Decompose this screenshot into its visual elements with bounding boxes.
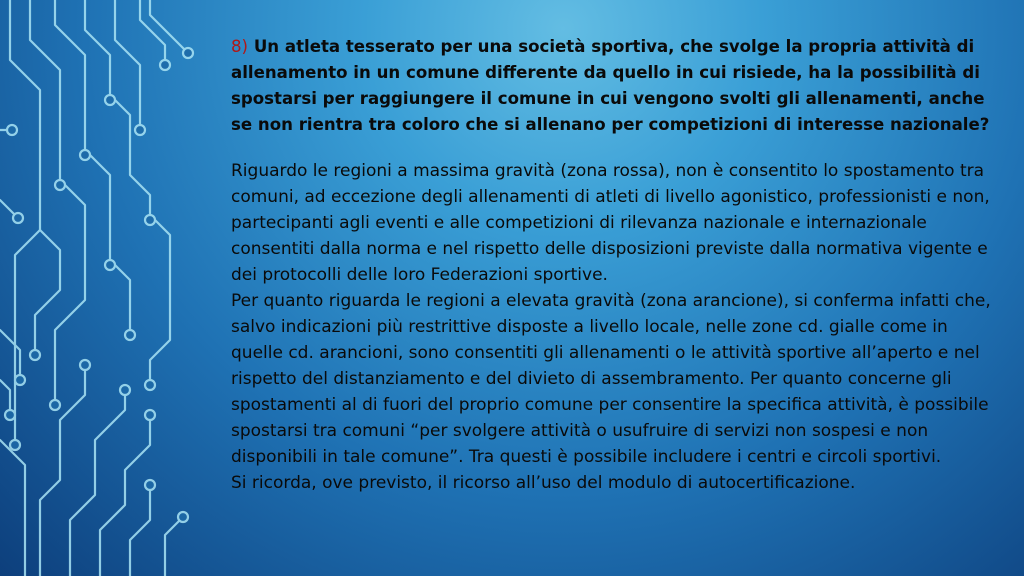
question-number: 8) (231, 37, 249, 56)
question (231, 34, 991, 138)
answer (231, 158, 991, 496)
circuit-decoration (0, 0, 210, 576)
question-text: Un atleta tesserato per una società sportiva, che svolge la propria attività di allenamento in un comune differente da quello in cui risiede, ha la possibilità di spostarsi per raggiungere il comune in cui vengono svolti gli allenamenti, anche se non rientra tra coloro che si allenano per competizioni di interesse nazionale? (231, 37, 990, 134)
answer-paragraph-1: Riguardo le regioni a massima gravità (zona rossa), non è consentito lo spostamento tra comuni, ad eccezione degli allenamenti di atleti di livello agonistico, professionisti e non, partecipanti agli eventi e alle competizioni di rilevanza nazionale e internazionale consentiti dalla norma e nel rispetto delle disposizioni previste dalla normativa vigente e dei protocolli delle loro Federazioni sportive. (231, 161, 990, 285)
answer-paragraph-2: Per quanto riguarda le regioni a elevata gravità (zona arancione), si conferma infatti che, salvo indicazioni più restrittive disposte a livello locale, nelle zone cd. gialle come in quelle cd. arancioni, sono consentiti gli allenamenti o le attività sportive all’aperto e nel rispetto del distanziamento e del divieto di assembramento. Per quanto concerne gli spostamenti al di fuori del proprio comune per consentire la specifica attività, è possibile spostarsi tra comuni “per svolgere attività o usufruire di servizi non sospesi e non disponibili in tale comune”. Tra questi è possibile includere i centri e circoli sportivi. (231, 291, 991, 467)
answer-paragraph-3: Si ricorda, ove previsto, il ricorso all’uso del modulo di autocertificazione. (231, 473, 856, 493)
slide-content (231, 34, 991, 496)
